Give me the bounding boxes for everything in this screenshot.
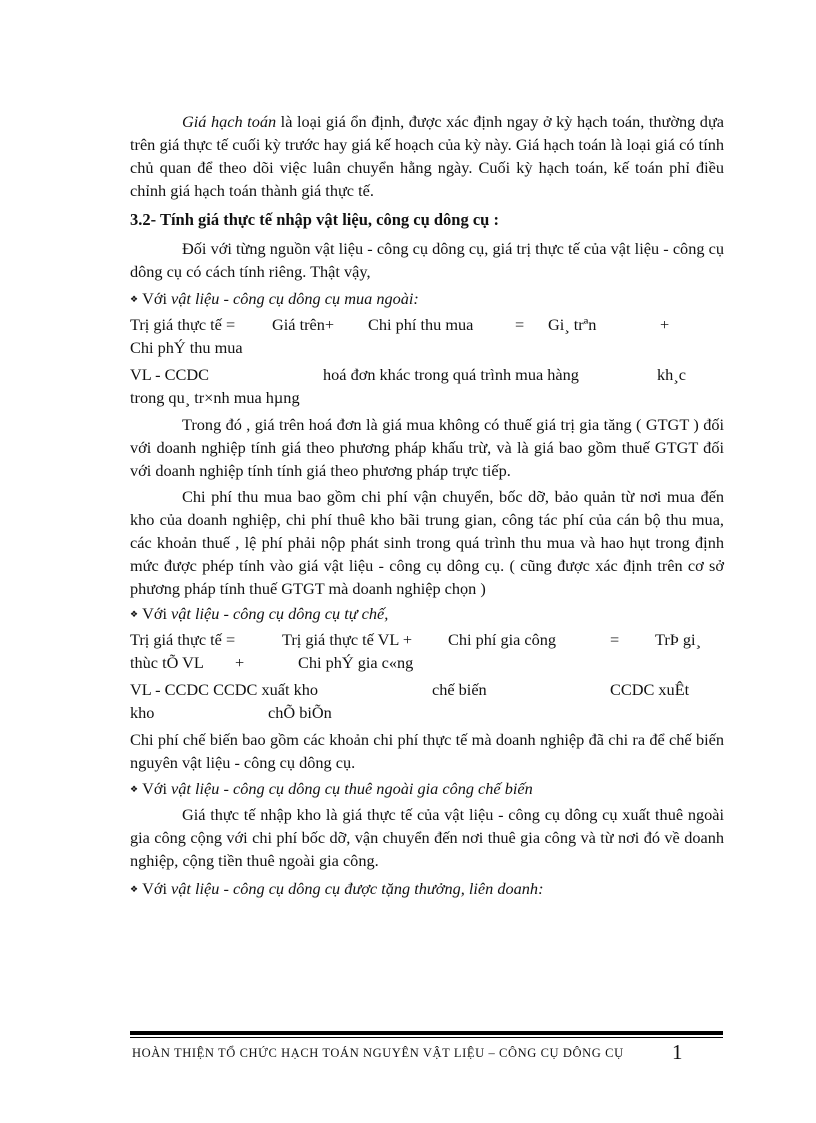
formula-term: = bbox=[610, 630, 620, 649]
formula-term: trong qu¸ tr×nh mua hµng bbox=[130, 388, 300, 407]
outsourced-paragraph: Giá thực tế nhập kho là giá thực tế của vật liệu - công cụ dông cụ xuất thuê ngoài gia công cộng với chi phí bốc dỡ, vận chuyển đến nơi thuê gia công và từ nơi đó về doanh nghiệp, cộng tiền thuê ngoài gia công. bbox=[130, 805, 724, 870]
formula-term: chế biến bbox=[432, 680, 487, 699]
bullet-prefix: Với bbox=[142, 289, 172, 308]
formula-term: Trị giá thực tế VL + bbox=[282, 630, 413, 649]
diamond-bullet-icon: ❖ bbox=[130, 884, 139, 894]
diamond-bullet-icon: ❖ bbox=[130, 609, 139, 619]
term-gia-hach-toan: Giá hạch toán bbox=[182, 112, 277, 131]
purchase-cost-paragraph: Chi phí thu mua bao gồm chi phí vận chuyển, bốc dỡ, bảo quản từ nơi mua đến kho của doanh nghiệp, chi phí thuê kho bãi trung gian, công tác phí của cán bộ thu mua, các khoản thuế , lệ phí phải nộp phát sinh trong quá trình thu mua và hao hụt trong định mức được phép tính vào giá vật liệu - công cụ dông cụ. ( cũng được xác định trên cơ sở phương pháp tính thuế GTGT mà doanh nghiệp chọn ) bbox=[130, 487, 724, 598]
footer-rule-thick bbox=[130, 1031, 723, 1035]
bullet-italic-text: vật liệu - công cụ dông cụ thuê ngoài gia công chế biến bbox=[171, 779, 533, 798]
formula-term: = bbox=[515, 315, 525, 334]
bullet-purchased bbox=[130, 287, 419, 311]
formula-term: Chi phÝ thu mua bbox=[130, 338, 243, 357]
page-number: 1 bbox=[672, 1040, 683, 1064]
formula-term: TrÞ gi¸ bbox=[655, 630, 702, 649]
formula-term: Trị giá thực tế = bbox=[130, 315, 236, 334]
footer-title: HOÀN THIỆN TỔ CHỨC HẠCH TOÁN NGUYÊN VẬT LIỆU – CÔNG CỤ DÔNG CỤ bbox=[132, 1046, 624, 1060]
intro-paragraph bbox=[130, 110, 724, 202]
formula-term: Chi phÝ gia c«ng bbox=[298, 653, 414, 672]
bullet-prefix: Với bbox=[142, 879, 172, 898]
formula-term: VL - CCDC bbox=[130, 365, 209, 384]
bullet-italic-text: vật liệu - công cụ dông cụ mua ngoài: bbox=[171, 289, 419, 308]
bullet-gifted bbox=[130, 877, 544, 901]
footer-rule-thin bbox=[130, 1037, 723, 1038]
bullet-prefix: Với bbox=[142, 779, 172, 798]
formula-term: + bbox=[235, 653, 245, 672]
bullet-italic-text: vật liệu - công cụ dông cụ tự chế, bbox=[171, 604, 389, 623]
formula-term: VL - CCDC CCDC xuất kho bbox=[130, 680, 318, 699]
bullet-self-made bbox=[130, 602, 388, 626]
processing-cost-paragraph: Chi phí chế biến bao gồm các khoản chi phí thực tế mà doanh nghiệp đã chi ra để chế biến nguyên vật liệu - công cụ dông cụ. bbox=[130, 730, 724, 772]
formula-term: Chi phí thu mua bbox=[368, 315, 474, 334]
intro-paragraph-text: là loại giá ổn định, được xác định ngay ở kỳ hạch toán, thường dựa trên giá thực tế cuối kỳ trước hay giá kế hoạch của kỳ này. Giá hạch toán là loại giá có tính chủ quan để theo dõi việc luân chuyển hằng ngày. Cuối kỳ hạch toán, kế toán phỉ điều chỉnh giá hạch toán thành giá thực tế. bbox=[130, 112, 724, 200]
invoice-price-paragraph: Trong đó , giá trên hoá đơn là giá mua không có thuế giá trị gia tăng ( GTGT ) đối với doanh nghiệp tính giá theo phương pháp khấu trừ, và là giá bao gồm thuế GTGT đối với doanh nghiệp tính tính giá theo phương pháp trực tiếp. bbox=[130, 415, 724, 480]
bullet-prefix: Với bbox=[142, 604, 172, 623]
formula-term: chÕ biÕn bbox=[268, 703, 332, 722]
bullet-outsourced bbox=[130, 777, 533, 801]
section-intro-paragraph: Đối với từng nguồn vật liệu - công cụ dông cụ, giá trị thực tế của vật liệu - công cụ dông cụ có cách tính riêng. Thật vậy, bbox=[130, 239, 724, 281]
formula-term: thùc tÕ VL bbox=[130, 653, 204, 672]
formula-term: Giá trên+ bbox=[272, 315, 335, 334]
formula-term: kh¸c bbox=[657, 365, 686, 384]
formula-term: hoá đơn khác trong quá trình mua hàng bbox=[323, 365, 579, 384]
formula-term: Chi phí gia công bbox=[448, 630, 557, 649]
diamond-bullet-icon: ❖ bbox=[130, 294, 139, 304]
diamond-bullet-icon: ❖ bbox=[130, 784, 139, 794]
section-heading: 3.2- Tính giá thực tế nhập vật liệu, công cụ dông cụ : bbox=[130, 210, 499, 229]
formula-term: Trị giá thực tế = bbox=[130, 630, 236, 649]
formula-term: kho bbox=[130, 703, 155, 722]
formula-term: + bbox=[660, 315, 670, 334]
bullet-italic-text: vật liệu - công cụ dông cụ được tặng thưởng, liên doanh: bbox=[171, 879, 544, 898]
formula-term: CCDC xuÊt bbox=[610, 680, 690, 699]
formula-term: Gi¸ trªn bbox=[548, 315, 597, 334]
